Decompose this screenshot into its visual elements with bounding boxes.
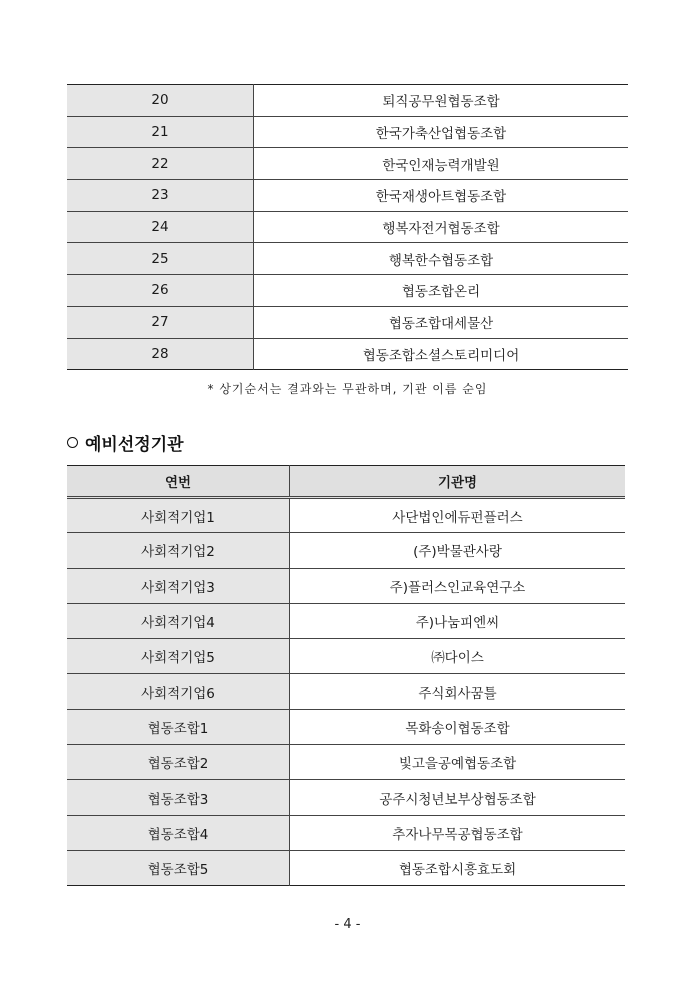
- row-number: 20: [67, 85, 254, 117]
- row-number: 23: [67, 180, 254, 212]
- row-number: 28: [67, 338, 254, 370]
- table-row: [67, 338, 628, 370]
- organization-name: 한국인재능력개발원: [254, 148, 629, 180]
- organization-name: 주)나눔피엔씨: [290, 603, 626, 638]
- table-row: [67, 674, 625, 709]
- table-row: [67, 780, 625, 815]
- table-row: [67, 498, 625, 533]
- table-row: [67, 85, 628, 117]
- row-number: 사회적기업2: [67, 533, 290, 568]
- preliminary-selection-table: [67, 465, 625, 886]
- row-number: 사회적기업4: [67, 603, 290, 638]
- org-list-table-continued: [67, 84, 628, 370]
- organization-name: 행복자전거협동조합: [254, 211, 629, 243]
- table-row: [67, 815, 625, 850]
- table-row: [67, 148, 628, 180]
- organization-name: 빛고을공예협동조합: [290, 745, 626, 780]
- column-header-organization: 기관명: [290, 466, 626, 498]
- row-number: 26: [67, 275, 254, 307]
- section-heading: [67, 430, 184, 455]
- table-row: [67, 116, 628, 148]
- table-row: [67, 745, 625, 780]
- organization-name: 한국재생아트협동조합: [254, 180, 629, 212]
- row-number: 24: [67, 211, 254, 243]
- organization-name: 행복한수협동조합: [254, 243, 629, 275]
- table-row: [67, 306, 628, 338]
- organization-name: 퇴직공무원협동조합: [254, 85, 629, 117]
- organization-name: 협동조합대세물산: [254, 306, 629, 338]
- table-footnote: * 상기순서는 결과와는 무관하며, 기관 이름 순임: [207, 382, 488, 396]
- row-number: 21: [67, 116, 254, 148]
- organization-name: 협동조합소셜스토리미디어: [254, 338, 629, 370]
- organization-name: 주식회사꿈틀: [290, 674, 626, 709]
- circle-bullet-icon: [67, 437, 78, 448]
- row-number: 25: [67, 243, 254, 275]
- organization-name: (주)박물관사랑: [290, 533, 626, 568]
- row-number: 27: [67, 306, 254, 338]
- organization-name: 목화송이협동조합: [290, 709, 626, 744]
- organization-name: 사단법인에듀펀플러스: [290, 498, 626, 533]
- organization-name: ㈜다이스: [290, 639, 626, 674]
- table-row: [67, 603, 625, 638]
- row-number: 사회적기업5: [67, 639, 290, 674]
- table-row: [67, 709, 625, 744]
- table-row: [67, 180, 628, 212]
- row-number: 협동조합4: [67, 815, 290, 850]
- row-number: 22: [67, 148, 254, 180]
- table-row: [67, 275, 628, 307]
- page-number: - 4 -: [334, 917, 361, 932]
- organization-name: 추자나무목공협동조합: [290, 815, 626, 850]
- row-number: 협동조합5: [67, 850, 290, 885]
- row-number: 사회적기업1: [67, 498, 290, 533]
- row-number: 협동조합1: [67, 709, 290, 744]
- organization-name: 협동조합시흥효도회: [290, 850, 626, 885]
- table-header-row: [67, 466, 625, 498]
- table-row: [67, 850, 625, 885]
- table-row: [67, 533, 625, 568]
- table-row: [67, 243, 628, 275]
- organization-name: 주)플러스인교육연구소: [290, 568, 626, 603]
- row-number: 협동조합3: [67, 780, 290, 815]
- section-title: 예비선정기관: [85, 435, 184, 455]
- organization-name: 한국가축산업협동조합: [254, 116, 629, 148]
- row-number: 협동조합2: [67, 745, 290, 780]
- row-number: 사회적기업6: [67, 674, 290, 709]
- organization-name: 협동조합온리: [254, 275, 629, 307]
- row-number: 사회적기업3: [67, 568, 290, 603]
- table-row: [67, 211, 628, 243]
- column-header-number: 연번: [67, 466, 290, 498]
- table-row: [67, 639, 625, 674]
- table-row: [67, 568, 625, 603]
- organization-name: 공주시청년보부상협동조합: [290, 780, 626, 815]
